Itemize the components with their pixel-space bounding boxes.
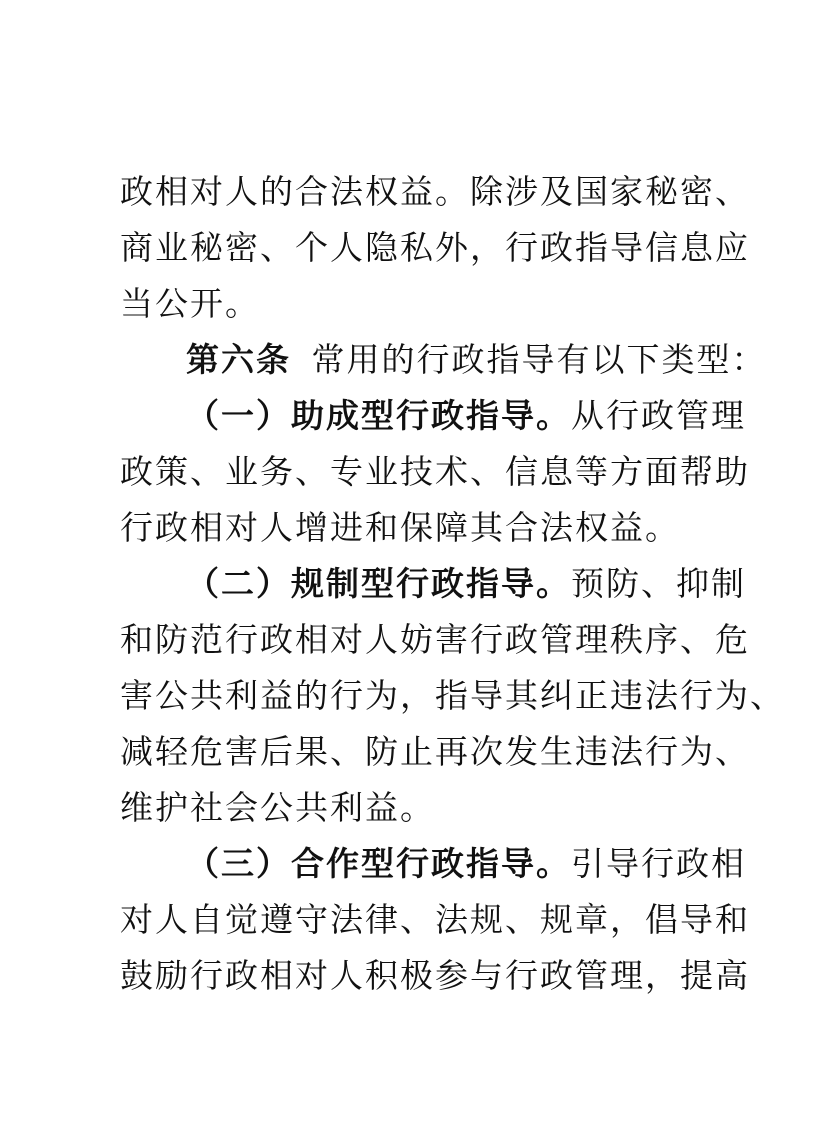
item-heading: （一）助成型行政指导。 <box>186 396 571 435</box>
body-line: 行政相对人增进和保障其合法权益。 <box>120 508 680 547</box>
body-line: 商业秘密、个人隐私外，行政指导信息应 <box>120 228 750 267</box>
item-heading: （二）规制型行政指导。 <box>186 564 571 603</box>
body-line: 减轻危害后果、防止再次发生违法行为、 <box>120 732 750 771</box>
body-line: 当公开。 <box>120 284 260 323</box>
item-text: 引导行政相 <box>571 844 746 883</box>
body-line: 对人自觉遵守法律、法规、规章，倡导和 <box>120 900 750 939</box>
item-text: 预防、抑制 <box>571 564 746 603</box>
item-heading-line <box>186 396 746 436</box>
article-heading: 第六条 <box>186 340 291 379</box>
article-line <box>186 340 767 380</box>
item-heading-line <box>186 844 746 884</box>
item-heading: （三）合作型行政指导。 <box>186 844 571 883</box>
body-line: 和防范行政相对人妨害行政管理秩序、危 <box>120 620 750 659</box>
item-text: 从行政管理 <box>571 396 746 435</box>
article-text: 常用的行政指导有以下类型： <box>311 340 767 379</box>
body-line: 政相对人的合法权益。除涉及国家秘密、 <box>120 172 750 211</box>
body-line: 鼓励行政相对人积极参与行政管理，提高 <box>120 956 750 995</box>
body-line: 政策、业务、专业技术、信息等方面帮助 <box>120 452 750 491</box>
body-line: 害公共利益的行为，指导其纠正违法行为、 <box>120 676 785 715</box>
body-line: 维护社会公共利益。 <box>120 788 435 827</box>
item-heading-line <box>186 564 746 604</box>
